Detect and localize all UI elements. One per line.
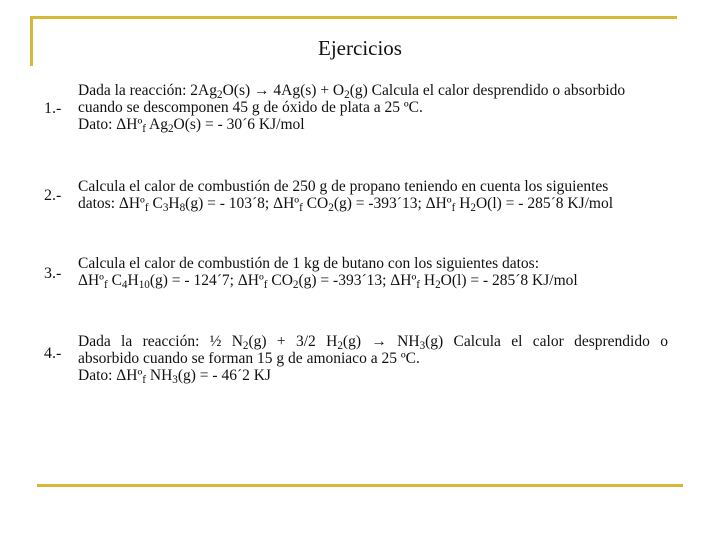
exercise-1-line-3: Dato: ΔHº$_f$ $Ag_2O(s)$ = - 30´6 KJ/mol [78,116,305,135]
exercise-3-line-2: ΔHº$_f$ $C_4H_{10}(g)$ = - 124´7; ΔHº$_f$ $CO_2(g)$ = -393´13; ΔHº$_f$ $H_2O(l)$ = - 285´8 KJ/mol [78,272,578,291]
exercise-4-number: 4.- [44,345,62,362]
exercise-2-line-1: Calcula el calor de combustión de 250 g de propano teniendo en cuenta los siguientes [78,178,609,195]
exercise-3-text [78,255,668,289]
exercise-4-line-2: absorbido cuando se forman 15 g de amoniaco a 25 ºC. [78,350,420,367]
exercise-4-line-3: Dato: ΔHº$_f$ $NH_3(g)$ = - 46´2 KJ [78,367,271,386]
exercise-4-text [78,333,668,384]
exercise-4-line-1: Dada la reacción: ½ $N_2(g) + 3/2$ $H_2(g) \to NH_3(g)$ Calcula el calor desprendido o [78,333,668,352]
exercise-2-line-2: datos: ΔHº$_f$ $C_3H_8(g)$ = - 103´8; ΔHº$_f$ $CO_2(g)$ = -393´13; ΔHº$_f$ $H_2O(l)$ = - 285´8 KJ/mol [78,195,614,214]
exercise-2-number: 2.- [44,187,62,204]
exercise-2-text [78,178,668,212]
exercise-1-text [78,82,668,133]
exercise-3-number: 3.- [44,265,62,282]
exercise-1-line-1: Dada la reacción: $2Ag_2O(s) \to 4Ag(s) + O_2(g)$ Calcula el calor desprendido o absorbido [78,82,626,101]
frame-bottom-rule [37,484,683,487]
exercise-1-number: 1.- [44,100,62,117]
exercise-3-line-1: Calcula el calor de combustión de 1 kg de butano con los siguientes datos: [78,255,540,272]
slide-title: Ejercicios [318,36,402,60]
exercise-1-line-2: cuando se descomponen 45 g de óxido de plata a 25 ºC. [78,99,423,116]
frame-top-rule [30,16,677,19]
